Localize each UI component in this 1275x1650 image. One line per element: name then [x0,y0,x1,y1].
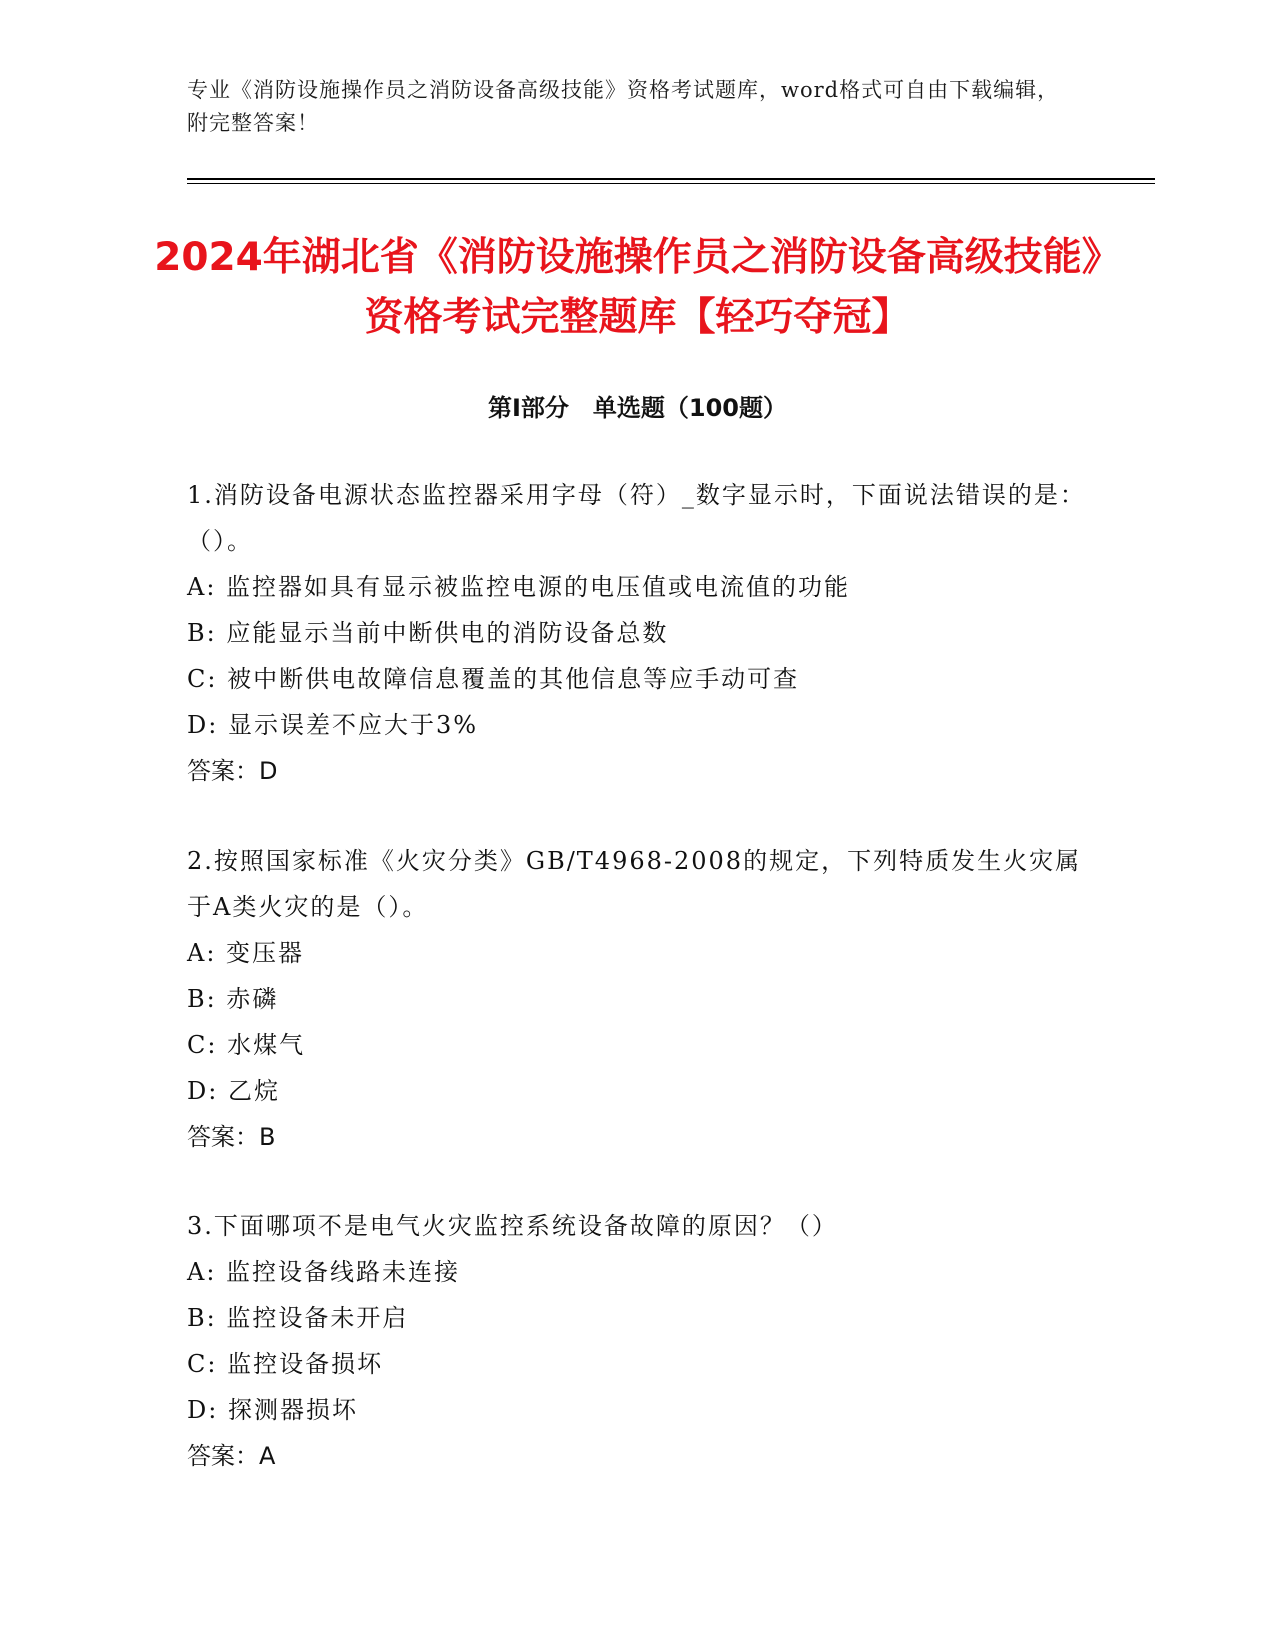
header-rule-thick [187,178,1155,180]
question-stem: 2.按照国家标准《火灾分类》GB/T4968-2008的规定，下列特质发生火灾属于A类火灾的是（）。 [187,847,1082,921]
section-heading: 第I部分 单选题（100题） [487,394,788,422]
option-a: A: 变压器 [187,939,305,967]
question-stem: 3.下面哪项不是电气火灾监控系统设备故障的原因？（） [187,1212,838,1240]
option-c: C: 监控设备损坏 [187,1350,384,1378]
option-b: B: 监控设备未开启 [187,1304,409,1332]
answer-line: 答案：A [187,1442,276,1470]
question-stem: 1.消防设备电源状态监控器采用字母（符）_数字显示时，下面说法错误的是：（）。 [187,481,1086,555]
answer-line: 答案：B [187,1123,276,1151]
header-rule-thin [187,183,1155,184]
option-a: A: 监控器如具有显示被监控电源的电压值或电流值的功能 [187,573,851,601]
question-block [187,838,1087,1160]
option-a: A: 监控设备线路未连接 [187,1258,461,1286]
option-b: B: 应能显示当前中断供电的消防设备总数 [187,619,669,647]
option-d: D: 显示误差不应大于3% [187,711,479,739]
option-c: C: 被中断供电故障信息覆盖的其他信息等应手动可查 [187,665,800,693]
option-c: C: 水煤气 [187,1031,306,1059]
document-title: 2024年湖北省《消防设施操作员之消防设备高级技能》资格考试完整题库【轻巧夺冠】 [154,235,1121,340]
option-d: D: 探测器损坏 [187,1396,358,1424]
question-block [187,1203,1087,1479]
option-b: B: 赤磷 [187,985,279,1013]
answer-line: 答案：D [187,757,278,785]
header-note: 专业《消防设施操作员之消防设备高级技能》资格考试题库，word格式可自由下载编辑，附完整答案！ [187,78,1060,135]
question-block [187,472,1087,794]
option-d: D: 乙烷 [187,1077,280,1105]
